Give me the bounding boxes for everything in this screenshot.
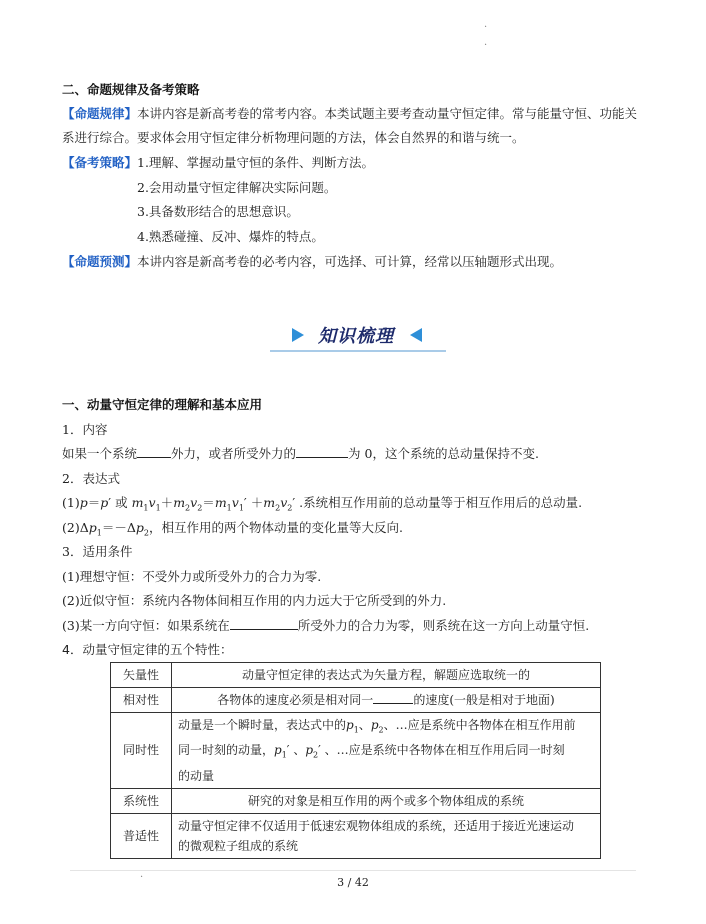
property-line: 的微观粒子组成的系统	[178, 838, 299, 853]
property-text: 动量是一个瞬时量，表达式中的	[178, 718, 347, 732]
condition-line	[62, 616, 589, 634]
table-row	[111, 713, 601, 789]
strategy-item: 4.熟悉碰撞、反冲、爆炸的特点。	[137, 229, 324, 244]
rule-tag: 【命题规律】	[62, 106, 138, 121]
triangle-left-icon	[410, 328, 422, 342]
condition-line: (2)近似守恒：系统内各物体间相互作用的内力远大于它所受到的外力.	[62, 593, 447, 608]
property-value	[172, 688, 601, 713]
property-key: 同时性	[111, 713, 172, 789]
expression-line-2	[62, 518, 403, 538]
property-text: 各物体的速度必须是相对同一	[217, 693, 374, 707]
delta-formula: $\Delta p_1=-\Delta p_2$	[79, 520, 149, 538]
rule-text: 本讲内容是新高考卷的常考内容。本类试题主要考查动量守恒定律。常与能量守恒、功能关	[137, 106, 638, 121]
property-value	[172, 813, 601, 858]
property-key: 普适性	[111, 813, 172, 858]
property-value: 研究的对象是相互作用的两个或多个物体组成的系统	[172, 788, 601, 813]
content-heading: 1．内容	[62, 422, 108, 437]
section-title-strategy: 二、命题规律及备考策略	[62, 82, 200, 97]
table-row	[111, 788, 601, 813]
conditions-heading: 3．适用条件	[62, 544, 133, 559]
rule-line-1	[62, 104, 637, 122]
page-number: 3 / 42	[337, 876, 369, 889]
property-line: 动量守恒定律不仅适用于低速宏观物体组成的系统，还适用于接近光速运动	[178, 818, 575, 833]
property-key: 相对性	[111, 688, 172, 713]
momentum-formula: p＝p′ 或 $m_1v_1+m_2v_2=m_1v_1' +m_2v_2'$	[79, 495, 300, 513]
property-text: 同一时刻的动量，	[178, 743, 275, 758]
fill-blank	[230, 617, 298, 630]
condition-text: (3)某一方向守恒：如果系统在	[62, 618, 230, 633]
banner-underline	[270, 350, 446, 352]
footer-divider	[70, 870, 636, 871]
property-text: 、…应是系统中各物体在相互作用后同一时刻	[324, 743, 565, 758]
forecast-text: 本讲内容是新高考卷的必考内容，可选择、可计算，经常以压轴题形式出现。	[137, 254, 563, 269]
expression-text: ，相互作用的两个物体动量的变化量等大反向.	[149, 520, 403, 535]
property-text: 、…应是系统中各物体在相互作用前	[383, 718, 576, 732]
expression-text: .系统相互作用前的总动量等于相互作用后的总动量.	[299, 495, 583, 510]
expression-prefix: (2)	[62, 520, 80, 535]
condition-text: 所受外力的合力为零，则系统在这一方向上动量守恒.	[297, 618, 590, 633]
table-row	[111, 813, 601, 858]
banner-title: 知识梳理	[318, 326, 394, 347]
forecast-tag: 【命题预测】	[62, 254, 138, 269]
section-title-momentum: 一、动量守恒定律的理解和基本应用	[62, 397, 263, 412]
property-text: 的速度(一般是相对于地面)	[413, 693, 555, 707]
knowledge-banner	[270, 318, 446, 354]
content-text: 如果一个系统	[62, 446, 138, 461]
decor-dot: ·	[484, 22, 488, 33]
symbol-p1prime-p2prime: $p_1'$ 、$p_2'$	[274, 743, 325, 760]
triangle-right-icon	[292, 328, 304, 342]
strategy-tag: 【备考策略】	[62, 155, 138, 170]
fill-blank	[373, 691, 413, 704]
property-value: 动量守恒定律的表达式为矢量方程，解题应选取统一的	[172, 663, 601, 688]
expression-line-1	[62, 493, 582, 513]
fill-blank	[296, 445, 348, 458]
strategy-item: 1.理解、掌握动量守恒的条件、判断方法。	[137, 155, 374, 170]
strategy-item: 2.会用动量守恒定律解决实际问题。	[137, 180, 337, 195]
property-key: 系统性	[111, 788, 172, 813]
content-text: 外力，或者所受外力的	[171, 446, 297, 461]
decor-dot: ·	[140, 872, 144, 883]
property-line: 的动量	[178, 768, 215, 783]
content-line	[62, 444, 539, 462]
property-line	[178, 715, 594, 740]
table-row	[111, 688, 601, 713]
decor-dot: ·	[484, 40, 488, 51]
property-value	[172, 713, 601, 789]
strategy-item: 3.具备数形结合的思想意识。	[137, 204, 299, 219]
expression-prefix: (1)	[62, 495, 80, 510]
content-text: 为 0，这个系统的总动量保持不变.	[348, 446, 539, 461]
forecast-line	[62, 252, 562, 270]
expression-heading: 2．表达式	[62, 471, 120, 486]
table-row	[111, 663, 601, 688]
properties-heading: 4．动量守恒定律的五个特性：	[62, 642, 233, 657]
properties-table	[110, 662, 601, 859]
rule-line-2: 系进行综合。要求体会用守恒定律分析物理问题的方法，体会自然界的和谐与统一。	[62, 130, 525, 145]
fill-blank	[137, 445, 171, 458]
strategy-line	[62, 153, 374, 171]
symbol-p1-p2: $p_1$、$p_2$	[346, 718, 384, 735]
condition-line: (1)理想守恒：不受外力或所受外力的合力为零.	[62, 569, 322, 584]
property-line	[178, 740, 594, 765]
property-key: 矢量性	[111, 663, 172, 688]
